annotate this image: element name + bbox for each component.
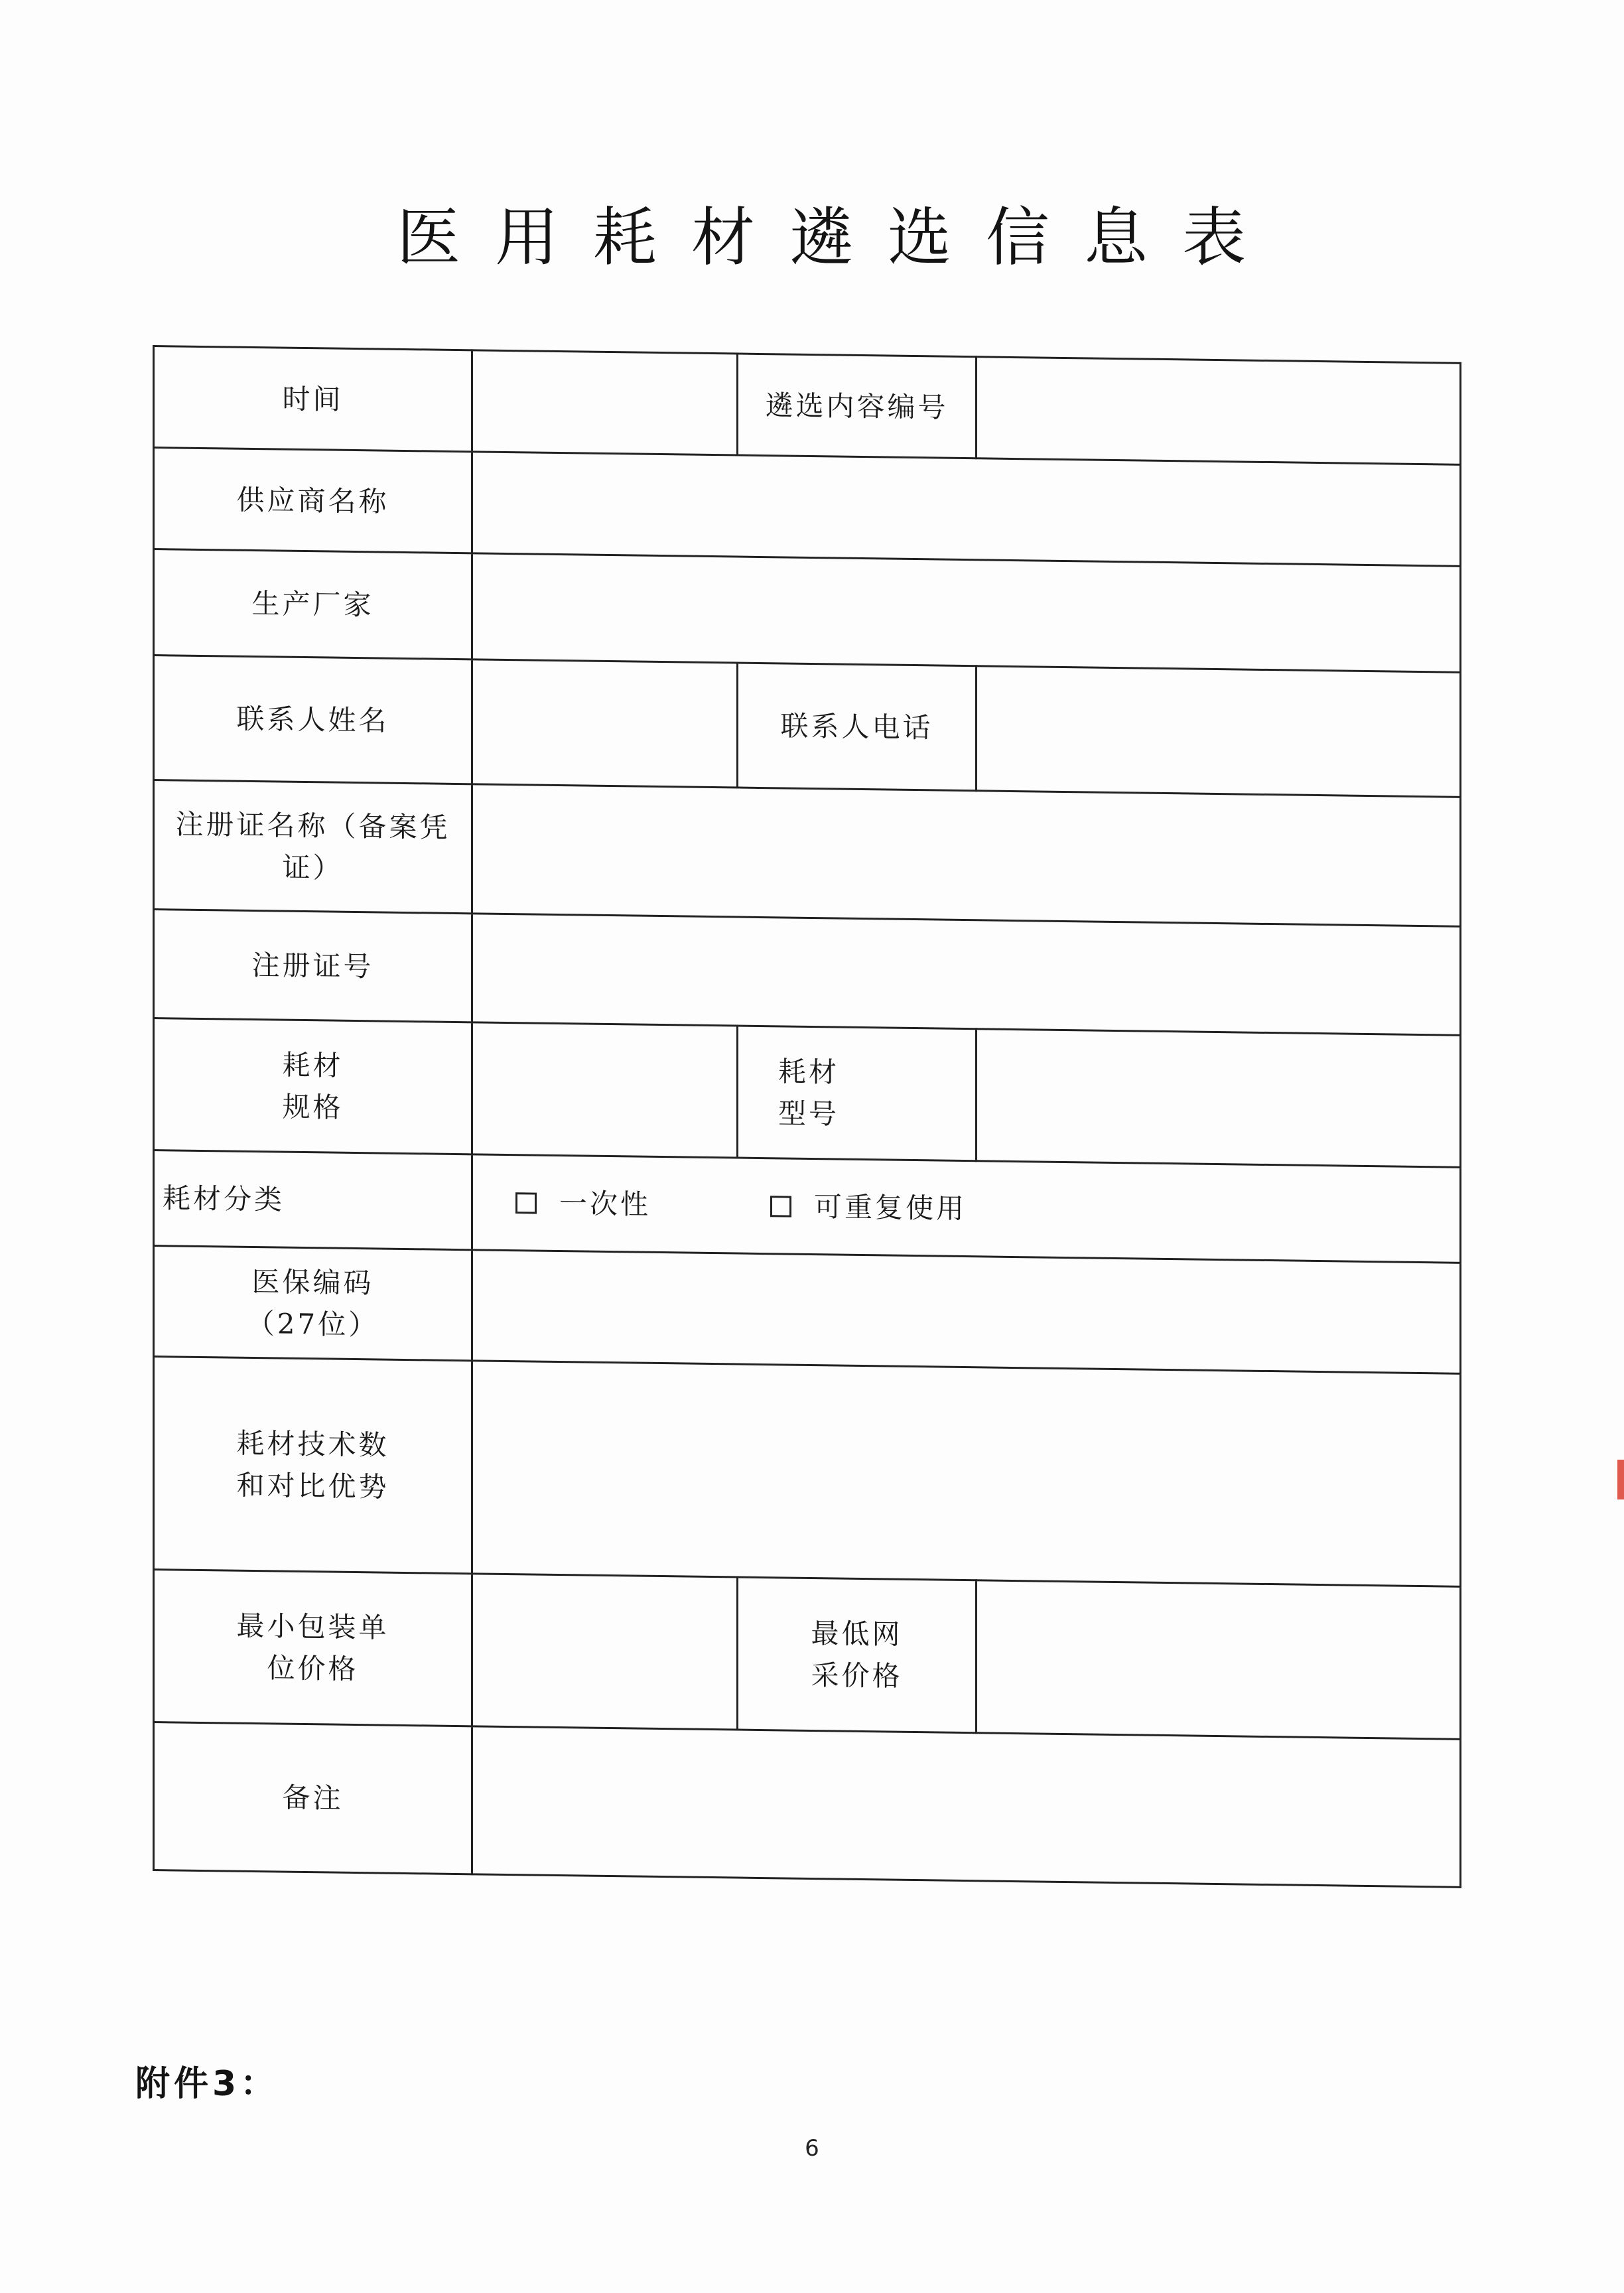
row-time — [154, 346, 1461, 465]
checkbox-reusable[interactable] — [770, 1196, 791, 1217]
lowest-online-price-label: 最低网采价格 — [738, 1577, 977, 1732]
row-registration-no — [154, 909, 1461, 1035]
manufacturer-label: 生产厂家 — [154, 549, 472, 660]
remarks-field[interactable] — [472, 1726, 1461, 1888]
row-registration-name — [154, 780, 1461, 926]
tech-label: 耗材技术数和对比优势 — [154, 1356, 472, 1574]
spec-label: 耗材规格 — [154, 1018, 472, 1154]
option-reusable[interactable] — [770, 1185, 967, 1229]
selection-code-field[interactable] — [977, 357, 1461, 465]
registration-name-label: 注册证名称（备案凭证） — [154, 780, 472, 914]
manufacturer-field[interactable] — [472, 553, 1461, 672]
contact-phone-field[interactable] — [977, 666, 1461, 798]
model-field[interactable] — [977, 1029, 1461, 1168]
min-pack-price-field[interactable] — [472, 1574, 738, 1730]
tech-field[interactable] — [472, 1360, 1461, 1586]
row-contact — [154, 655, 1461, 797]
remarks-label: 备注 — [154, 1722, 472, 1874]
contact-name-field[interactable] — [472, 660, 738, 788]
model-label: 耗材型号 — [738, 1026, 977, 1161]
time-label: 时间 — [154, 346, 472, 452]
selection-code-label: 遴选内容编号 — [738, 354, 977, 458]
lowest-online-price-field[interactable] — [977, 1580, 1461, 1739]
row-supplier — [154, 448, 1461, 567]
row-manufacturer — [154, 549, 1461, 672]
category-options — [481, 1182, 1452, 1236]
min-pack-price-label: 最小包装单位价格 — [154, 1570, 472, 1726]
category-field — [472, 1154, 1461, 1263]
supplier-field[interactable] — [472, 452, 1461, 567]
option-reusable-label: 可重复使用 — [814, 1190, 967, 1225]
row-price — [154, 1570, 1461, 1739]
insurance-code-field[interactable] — [472, 1250, 1461, 1373]
row-insurance-code — [154, 1246, 1461, 1373]
option-disposable-label: 一次性 — [559, 1187, 651, 1221]
scan-edge-mark — [1617, 1460, 1624, 1499]
attachment-label: 附件3： — [135, 2064, 279, 2104]
category-label: 耗材分类 — [154, 1150, 472, 1250]
row-category — [154, 1150, 1461, 1263]
registration-no-field[interactable] — [472, 914, 1461, 1036]
contact-name-label: 联系人姓名 — [154, 655, 472, 784]
registration-name-field[interactable] — [472, 784, 1461, 926]
row-spec-model — [154, 1018, 1461, 1167]
checkbox-disposable[interactable] — [515, 1192, 537, 1214]
page-number: 6 — [805, 2135, 819, 2162]
contact-phone-label: 联系人电话 — [738, 663, 977, 791]
selection-info-table — [153, 345, 1461, 1888]
time-field[interactable] — [472, 350, 738, 455]
form-table-wrapper — [153, 345, 1459, 1888]
option-disposable[interactable] — [515, 1182, 651, 1225]
form-title: 医用耗材遴选信息表 — [397, 200, 1280, 275]
spec-field[interactable] — [472, 1022, 738, 1158]
registration-no-label: 注册证号 — [154, 909, 472, 1022]
insurance-code-label: 医保编码（27位） — [154, 1246, 472, 1361]
supplier-label: 供应商名称 — [154, 448, 472, 553]
row-remarks — [154, 1722, 1461, 1887]
row-tech — [154, 1356, 1461, 1586]
